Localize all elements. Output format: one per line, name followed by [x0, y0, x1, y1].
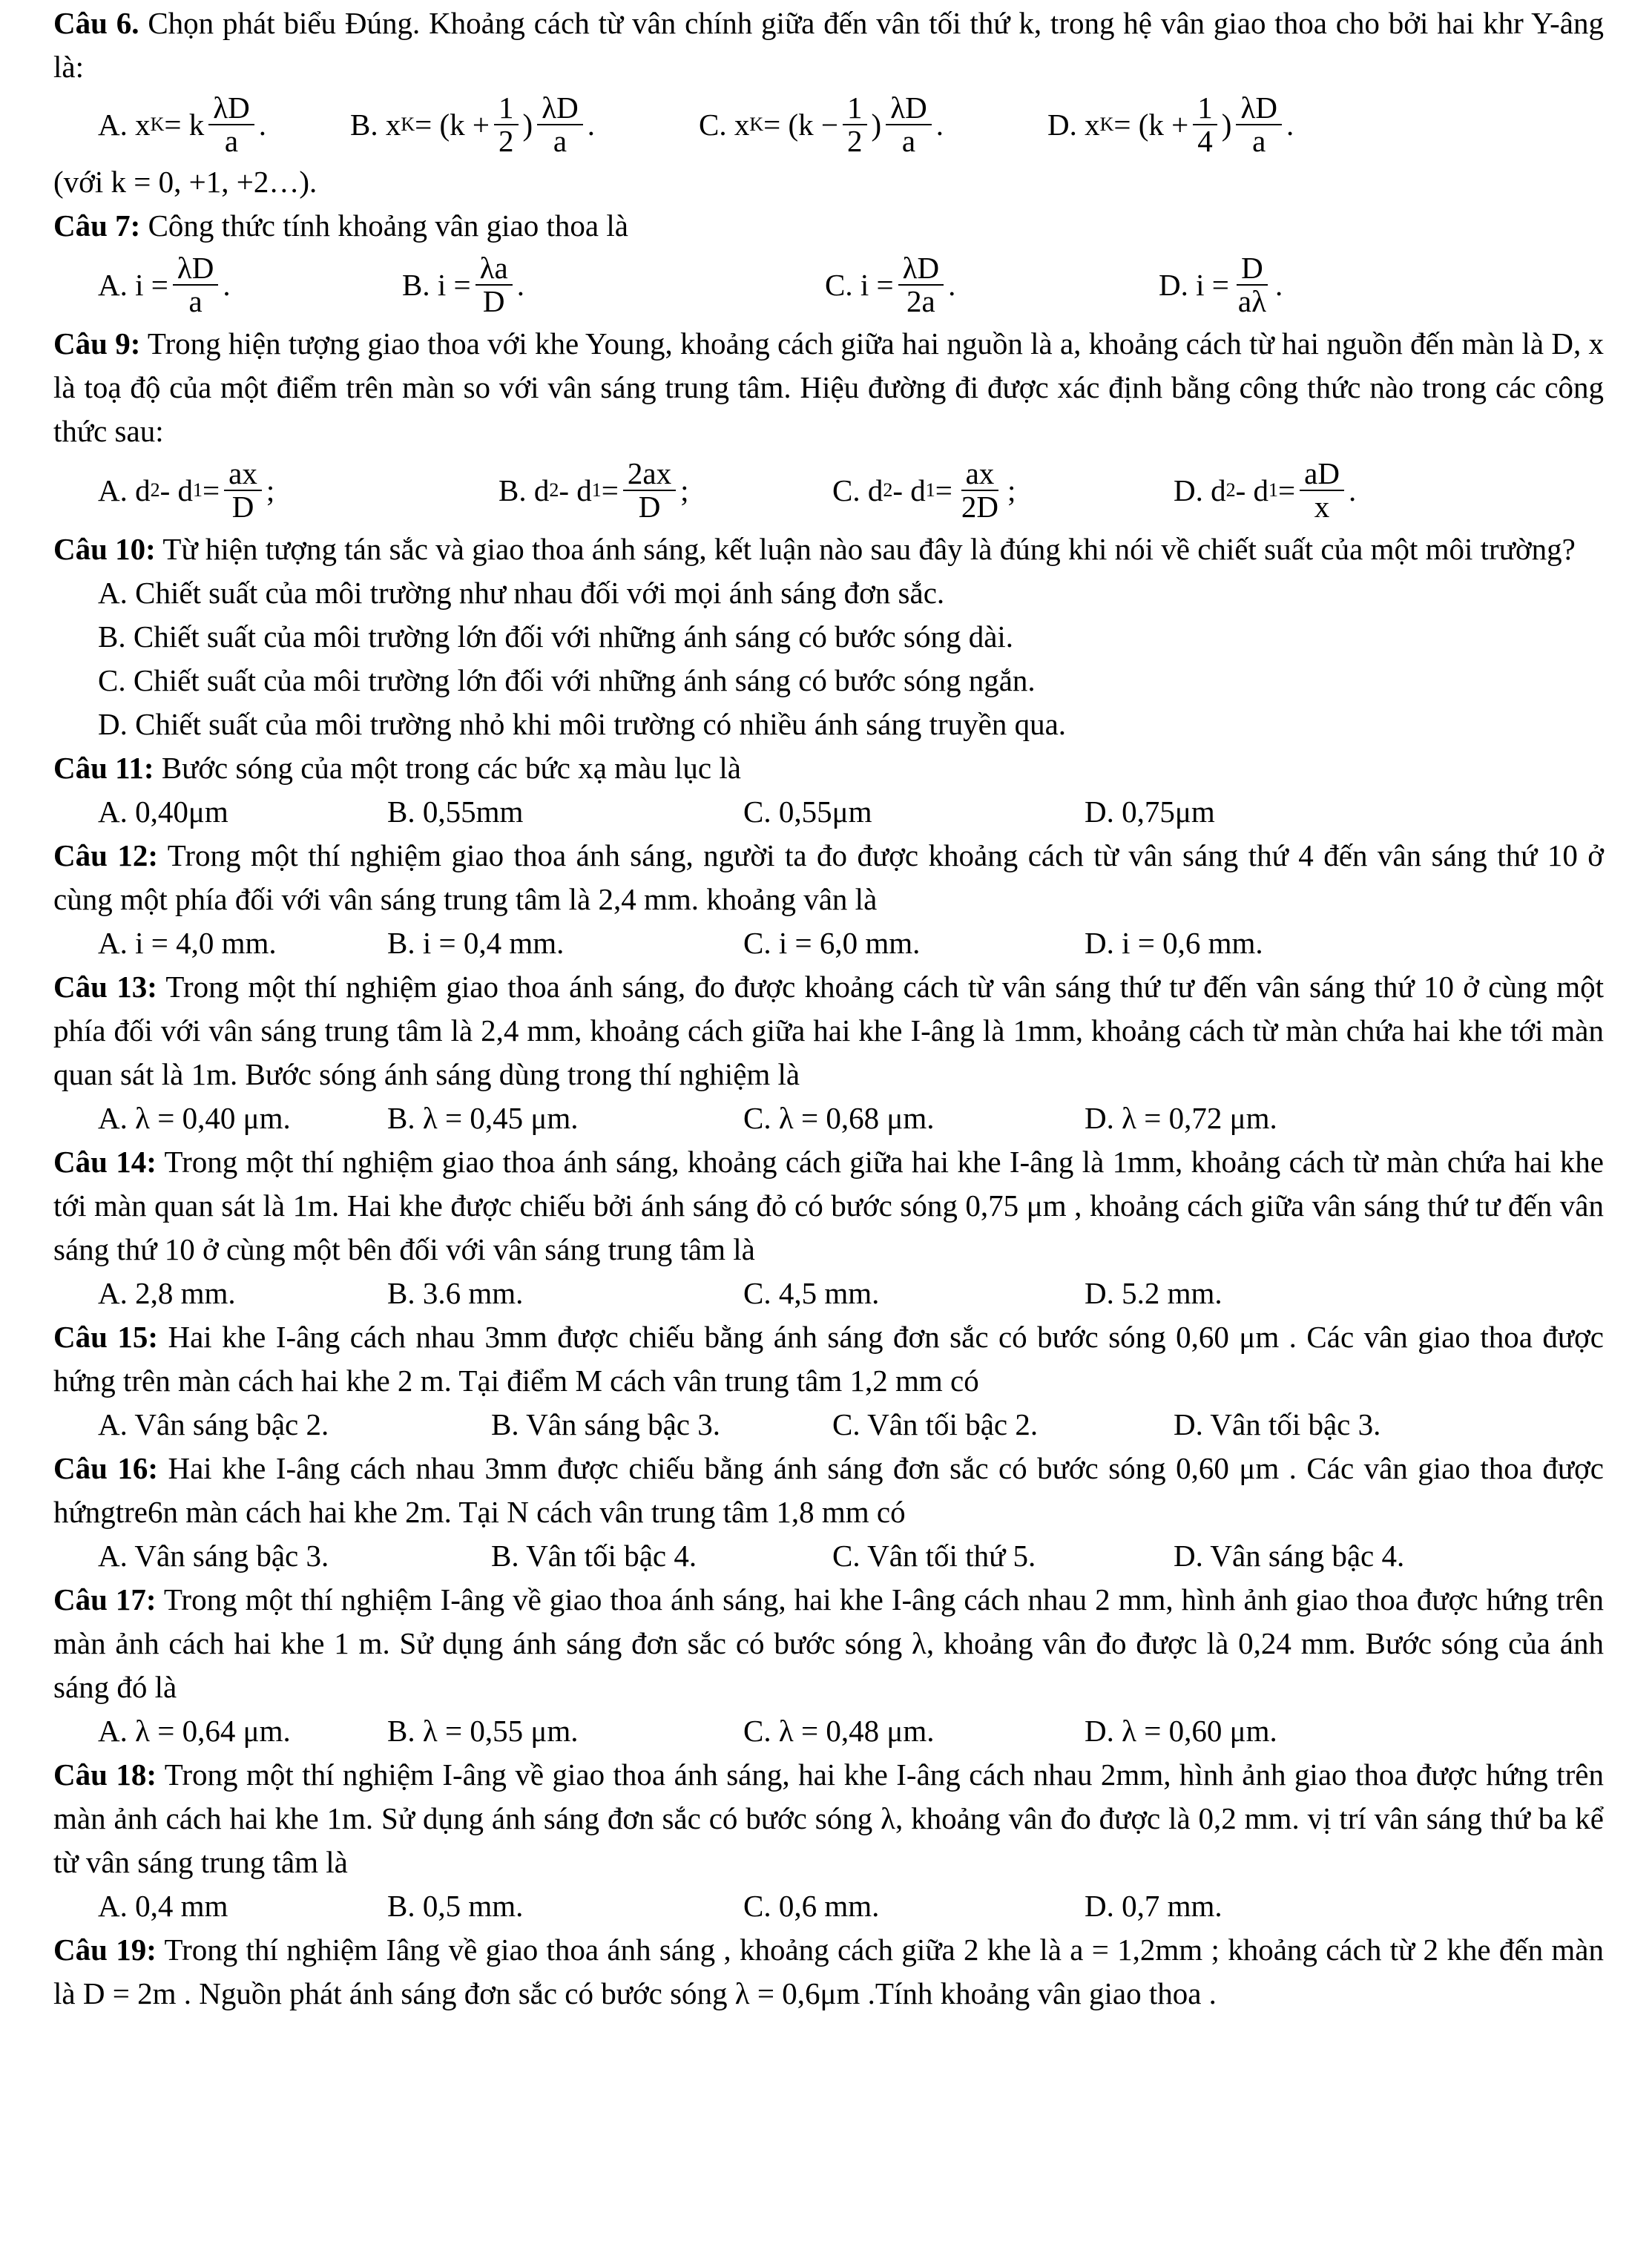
option-c: C. i = $\frac{\lambda D}{2a}$ . [825, 250, 956, 318]
option-a: A. x K = k $\frac{\lambda D}{a}$ . [98, 90, 267, 158]
option-a: A. λ = 0,40 μm. [98, 1101, 291, 1135]
question-17 [53, 1578, 1604, 1709]
option-a: A. i = $\frac{\lambda D}{a}$ . [98, 250, 231, 318]
question-text: Bước sóng của một trong các bức xạ màu lục là [154, 751, 741, 785]
question-17-options [53, 1709, 1604, 1753]
option-d: D. i = $\frac{D}{a\lambda}$ . [1159, 250, 1283, 318]
question-11-options [53, 790, 1604, 834]
option-d: D. i = 0,6 mm. [1085, 926, 1263, 960]
option-b: B. i = $\frac{\lambda a}{D}$ . [402, 250, 524, 318]
question-label: Câu 15: [53, 1320, 159, 1354]
option-d: D. 0,7 mm. [1085, 1889, 1222, 1923]
question-13-options [53, 1096, 1604, 1140]
option-c: C. d 2 - d 1 = $\frac{ax}{2D}$ ; [832, 456, 1016, 524]
question-7 [53, 204, 1604, 248]
question-label: Câu 10: [53, 532, 156, 566]
option-b: B. d 2 - d 1 = $\frac{2ax}{D}$ ; [498, 456, 689, 524]
option-d: D. d 2 - d 1 = $\frac{aD}{x}$ . [1174, 456, 1357, 524]
option-a: A. i = 4,0 mm. [98, 926, 277, 960]
question-11 [53, 746, 1604, 790]
option-b: B. Vân sáng bậc 3. [491, 1407, 720, 1441]
question-7-options [53, 248, 1604, 322]
question-label: Câu 11: [53, 751, 154, 785]
question-16-options [53, 1534, 1604, 1578]
exam-page [53, 0, 1604, 2016]
option-c: C. 0,55μm [743, 795, 872, 829]
option-d: D. Vân sáng bậc 4. [1174, 1539, 1405, 1573]
question-text: Chọn phát biểu Đúng. Khoảng cách từ vân chính giữa đến vân tối thứ k, trong hệ vân giao thoa cho bởi hai khr Y-âng là: [53, 6, 1604, 84]
question-label: Câu 9: [53, 326, 141, 361]
question-19 [53, 1928, 1604, 2016]
question-text: Hai khe I-âng cách nhau 3mm được chiếu bằng ánh sáng đơn sắc có bước sóng 0,60 μm . Các vân giao thoa được hứng trên màn cách hai khe 2 m. Tại điểm M cách vân trung tâm 1,2 mm có [53, 1320, 1604, 1398]
option-c: C. Chiết suất của môi trường lớn đối với những ánh sáng có bước sóng ngắn. [98, 663, 1036, 697]
question-14 [53, 1140, 1604, 1272]
option-c: C. 4,5 mm. [743, 1276, 880, 1310]
option-c: C. λ = 0,68 μm. [743, 1101, 935, 1135]
option-b: B. 3.6 mm. [387, 1276, 524, 1310]
option-c: C. Vân tối thứ 5. [832, 1539, 1036, 1573]
option-a: A. Vân sáng bậc 2. [98, 1407, 329, 1441]
question-label: Câu 7: [53, 208, 141, 243]
question-9-options [53, 453, 1604, 527]
question-16 [53, 1447, 1604, 1534]
option-b: B. Vân tối bậc 4. [491, 1539, 697, 1573]
question-text: Hai khe I-âng cách nhau 3mm được chiếu bằng ánh sáng đơn sắc có bước sóng 0,60 μm . Các vân giao thoa được hứngtre6n màn cách hai khe 2m. Tại N cách vân trung tâm 1,8 mm có [53, 1451, 1604, 1529]
option-c: C. 0,6 mm. [743, 1889, 880, 1923]
question-text: Trong hiện tượng giao thoa với khe Young, khoảng cách giữa hai nguồn là a, khoảng cách từ hai nguồn đến màn là D, x là toạ độ của một điểm trên màn so với vân sáng trung tâm. Hiệu đường đi được xác định bằng công thức nào trong các công thức sau: [53, 326, 1604, 448]
question-label: Câu 12: [53, 838, 159, 872]
option-b: B. x K = (k + $\frac{1}{2}$ ) $\frac{\lambda D}{a}$ . [350, 90, 595, 158]
option-b: B. 0,55mm [387, 795, 524, 829]
option-d: D. Chiết suất của môi trường nhỏ khi môi trường có nhiều ánh sáng truyền qua. [98, 707, 1067, 741]
question-15 [53, 1315, 1604, 1403]
option-a: A. 0,4 mm [98, 1889, 228, 1923]
question-label: Câu 19: [53, 1933, 157, 1967]
question-6-options [53, 89, 1604, 160]
question-label: Câu 14: [53, 1145, 157, 1179]
option-c: C. λ = 0,48 μm. [743, 1714, 935, 1748]
question-12 [53, 834, 1604, 921]
question-18-options [53, 1884, 1604, 1928]
question-label: Câu 18: [53, 1757, 157, 1792]
question-text: Công thức tính khoảng vân giao thoa là [140, 208, 628, 243]
question-9 [53, 322, 1604, 453]
question-15-options [53, 1403, 1604, 1447]
question-18 [53, 1753, 1604, 1884]
question-12-options [53, 921, 1604, 965]
question-14-options [53, 1272, 1604, 1315]
question-text: Trong một thí nghiệm giao thoa ánh sáng, khoảng cách giữa hai khe I-âng là 1mm, khoảng cách từ màn chứa hai khe tới màn quan sát là 1m. Hai khe được chiếu bởi ánh sáng đỏ có bước sóng 0,75 μm , khoảng cách giữa vân sáng thứ tư đến vân sáng thứ 10 ở cùng một bên đối với vân sáng trung tâm là [53, 1145, 1604, 1266]
question-text: Trong một thí nghiệm giao thoa ánh sáng, người ta đo được khoảng cách từ vân sáng thứ 4 đến vân sáng thứ 10 ở cùng một phía đối với vân sáng trung tâm là 2,4 mm. khoảng vân là [53, 838, 1604, 916]
option-a: A. 2,8 mm. [98, 1276, 236, 1310]
question-text: Trong một thí nghiệm giao thoa ánh sáng, đo được khoảng cách từ vân sáng thứ tư đến vân sáng thứ 10 ở cùng một phía đối với vân sáng trung tâm là 2,4 mm, khoảng cách giữa hai khe I-âng là 1mm, khoảng cách từ màn chứa hai khe tới màn quan sát là 1m. Bước sóng ánh sáng dùng trong thí nghiệm là [53, 970, 1604, 1091]
question-text: Trong một thí nghiệm I-âng về giao thoa ánh sáng, hai khe I-âng cách nhau 2mm, hình ảnh giao thoa được hứng trên màn ảnh cách hai khe 1m. Sử dụng ánh sáng đơn sắc có bước sóng λ, khoảng vân đo được là 0,2 mm. vị trí vân sáng thứ ba kể từ vân sáng trung tâm là [53, 1757, 1604, 1879]
option-b: B. λ = 0,55 μm. [387, 1714, 579, 1748]
option-d: D. 5.2 mm. [1085, 1276, 1222, 1310]
option-c: C. x K = (k − $\frac{1}{2}$ ) $\frac{\lambda D}{a}$ . [699, 90, 944, 158]
question-6 [53, 1, 1604, 89]
option-a: A. λ = 0,64 μm. [98, 1714, 291, 1748]
option-b: B. Chiết suất của môi trường lớn đối với những ánh sáng có bước sóng dài. [98, 619, 1014, 654]
option-b: B. 0,5 mm. [387, 1889, 524, 1923]
option-a: A. Vân sáng bậc 3. [98, 1539, 329, 1573]
question-text: Trong một thí nghiệm I-âng về giao thoa ánh sáng, hai khe I-âng cách nhau 2 mm, hình ảnh giao thoa được hứng trên màn ảnh cách hai khe 1 m. Sử dụng ánh sáng đơn sắc có bước sóng λ, khoảng vân đo được là 0,24 mm. Bước sóng của ánh sáng đó là [53, 1582, 1604, 1704]
option-a: A. 0,40μm [98, 795, 228, 829]
option-d: D. λ = 0,72 μm. [1085, 1101, 1277, 1135]
option-b: B. i = 0,4 mm. [387, 926, 565, 960]
question-label: Câu 6. [53, 6, 139, 40]
question-6-note: (với k = 0, +1, +2…). [53, 165, 317, 199]
option-b: B. λ = 0,45 μm. [387, 1101, 579, 1135]
question-label: Câu 13: [53, 970, 157, 1004]
option-c: C. i = 6,0 mm. [743, 926, 921, 960]
question-text: Từ hiện tượng tán sắc và giao thoa ánh sáng, kết luận nào sau đây là đúng khi nói về chiết suất của một môi trường? [155, 532, 1576, 566]
option-d: D. 0,75μm [1085, 795, 1215, 829]
option-c: C. Vân tối bậc 2. [832, 1407, 1039, 1441]
option-d: D. λ = 0,60 μm. [1085, 1714, 1277, 1748]
question-13 [53, 965, 1604, 1096]
option-d: D. Vân tối bậc 3. [1174, 1407, 1381, 1441]
option-a: A. Chiết suất của môi trường như nhau đối với mọi ánh sáng đơn sắc. [98, 576, 945, 610]
option-d: D. x K = (k + $\frac{1}{4}$ ) $\frac{\lambda D}{a}$ . [1047, 90, 1294, 158]
question-10 [53, 527, 1604, 571]
question-label: Câu 16: [53, 1451, 159, 1485]
question-text: Trong thí nghiệm Iâng về giao thoa ánh sáng , khoảng cách giữa 2 khe là a = 1,2mm ; khoảng cách từ 2 khe đến màn là D = 2m . Nguồn phát ánh sáng đơn sắc có bước sóng λ = 0,6μm .Tính khoảng vân giao thoa . [53, 1933, 1604, 2010]
option-a: A. d 2 - d 1 = $\frac{ax}{D}$ ; [98, 456, 275, 524]
question-label: Câu 17: [53, 1582, 157, 1617]
